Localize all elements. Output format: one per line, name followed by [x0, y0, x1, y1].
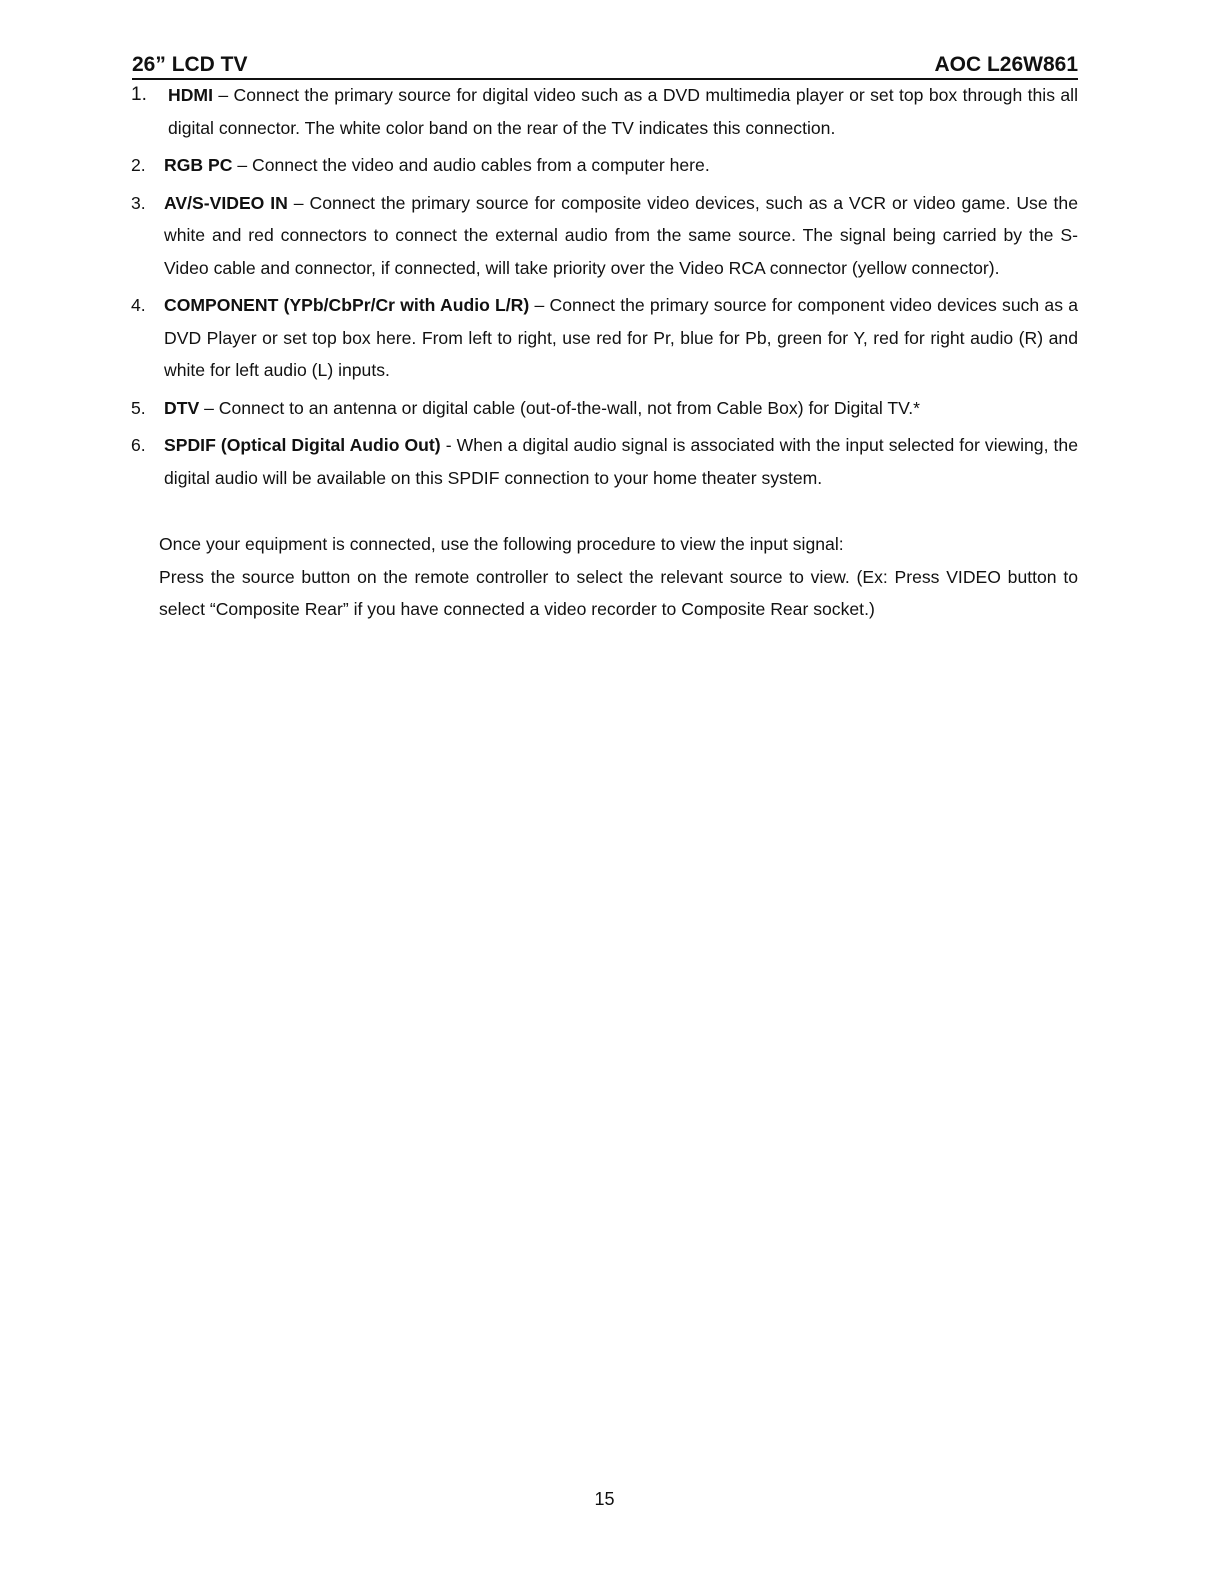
item-number: 6.	[131, 435, 146, 455]
item-text: – Connect the primary source for digital video such as a DVD multimedia player or set top box through this all digital connector. The white color band on the rear of the TV indicates this connection.	[168, 85, 1078, 138]
item-text: – Connect the primary source for component video devices such as a DVD Player or set top box here. From left to right, use red for Pr, blue for Pb, green for Y, red for right audio (R) and white for left audio (L) inputs.	[164, 295, 1078, 380]
item-text: - When a digital audio signal is associated with the input selected for viewing, the digital audio will be available on this SPDIF connection to your home theater system.	[164, 435, 1078, 488]
item-number: 2.	[131, 155, 146, 175]
item-term: COMPONENT (YPb/CbPr/Cr with Audio L/R)	[164, 295, 530, 315]
item-body	[168, 79, 1078, 144]
item-term: HDMI	[168, 85, 213, 105]
list-item	[131, 392, 1078, 425]
procedure-step: Press the source button on the remote controller to select the relevant source to view. (Ex: Press VIDEO button to select “Composite Rear” if you have connected a video recorder to Composite Rear socket.)	[159, 566, 1078, 619]
item-number: 5.	[131, 397, 146, 418]
item-text: – Connect the video and audio cables from a computer here.	[232, 155, 710, 175]
header-model: AOC L26W861	[934, 53, 1078, 76]
page-header	[132, 52, 1078, 80]
procedure-intro: Once your equipment is connected, use the following procedure to view the input signal:	[159, 534, 844, 554]
item-term: RGB PC	[164, 155, 233, 175]
item-text: – Connect to an antenna or digital cable (out-of-the-wall, not from Cable Box) for Digital TV.*	[199, 397, 920, 418]
list-item	[131, 79, 1078, 144]
item-term: AV/S-VIDEO IN	[164, 192, 288, 213]
list-item	[131, 187, 1078, 285]
item-term: SPDIF (Optical Digital Audio Out)	[164, 435, 441, 455]
list-item	[131, 289, 1078, 387]
procedure-text	[159, 528, 1078, 626]
item-number: 4.	[131, 295, 146, 315]
header-title: 26” LCD TV	[132, 53, 248, 76]
item-text: – Connect the primary source for composite video devices, such as a VCR or video game. Use the white and red connectors to connect the external audio from the same source. The signal being carried by the S-Video cable and connector, if connected, will take priority over the Video RCA connector (yellow connector).	[164, 192, 1078, 278]
item-number: 1.	[131, 84, 147, 105]
list-item	[131, 149, 1078, 182]
list-item	[131, 429, 1078, 494]
item-number: 3.	[131, 192, 146, 213]
item-term: DTV	[164, 397, 200, 418]
page-number: 15	[594, 1489, 615, 1509]
connector-list	[131, 79, 1078, 499]
